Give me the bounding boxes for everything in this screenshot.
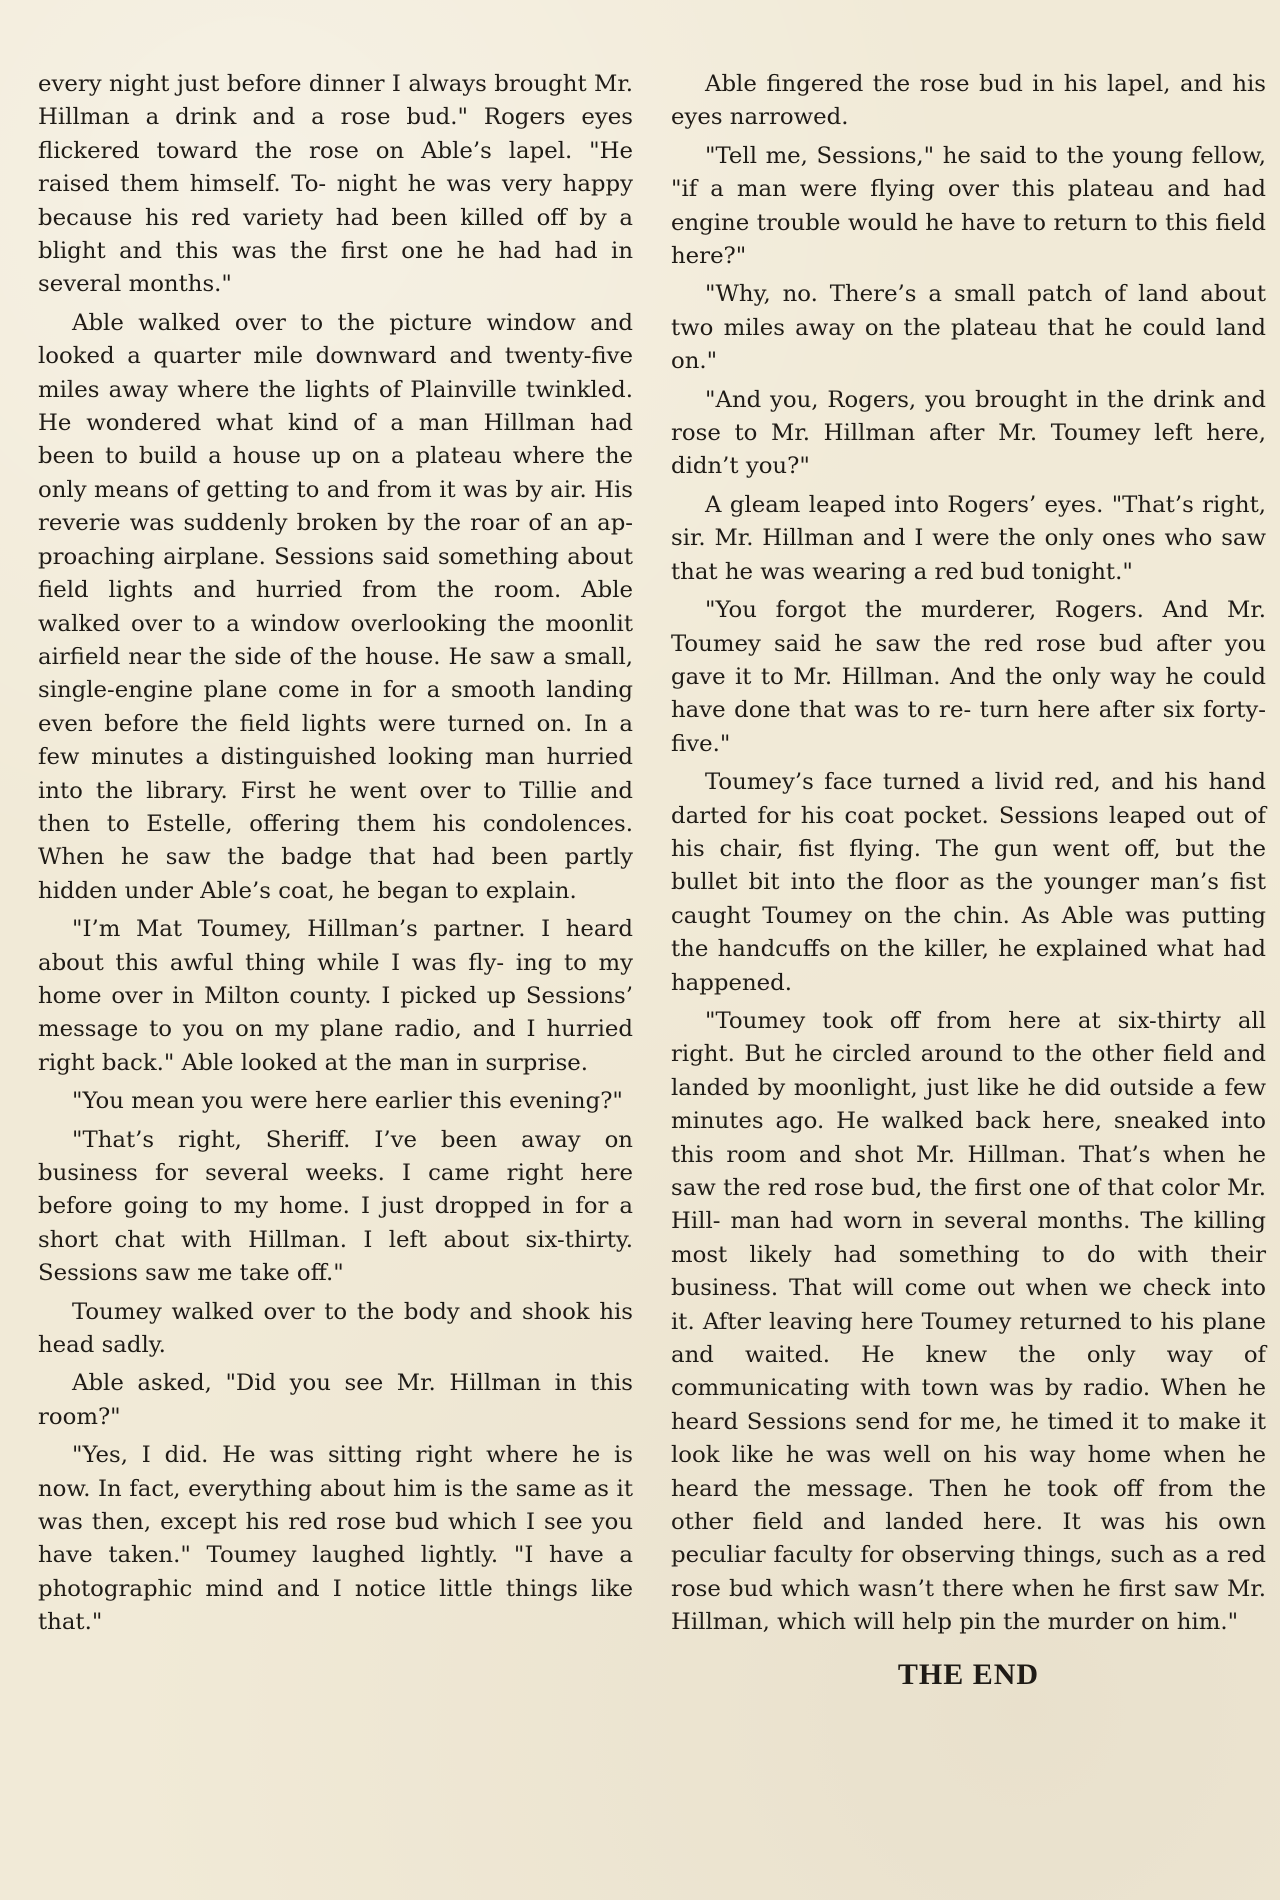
paragraph: "You mean you were here earlier this evening?" xyxy=(72,1088,623,1115)
paragraph: "You forgot the murderer, Rogers. And Mr. Toumey said he saw the red rose bud after you gave it to Mr. Hillman. And the only way he could have done that was to re- turn here after six forty-five." xyxy=(671,597,1266,757)
paragraph: Able walked over to the picture window and looked a quarter mile downward and twenty-five miles away where the lights of Plainville twinkled. He wondered what kind of a man Hillman had been to build a house up on a plateau where the only means of getting to and from it was by air. His reverie was suddenly broken by the roar of an ap- proaching airplane. Sessions said something about field lights and hurried from the room. Able walked over to a window overlooking the moonlit airfield near the side of the house. He saw a small, single-engine plane come in for a smooth landing even before the field lights were turned on. In a few minutes a distinguished looking man hurried into the library. First he went over to Tillie and then to Estelle, offering them his condolences. When he saw the badge that had been partly hidden under Able’s coat, he began to explain. xyxy=(38,309,633,904)
paragraph: every night just before dinner I always brought Mr. Hillman a drink and a rose bud." Rogers eyes flickered toward the rose on Able’s lapel. "He raised them himself. To- night he was very happy because his red variety had been killed off by a blight and this was the first one he had had in several months." xyxy=(38,71,633,298)
paragraph: Able fingered the rose bud in his lapel, and his eyes narrowed. xyxy=(671,71,1266,131)
paragraph: A gleam leaped into Rogers’ eyes. "That’s right, sir. Mr. Hillman and I were the only ones who saw that he was wearing a red bud tonight." xyxy=(671,491,1266,585)
text-columns xyxy=(38,68,1266,1873)
paragraph: Toumey walked over to the body and shook his head sadly. xyxy=(38,1298,633,1359)
paragraph: Able asked, "Did you see Mr. Hillman in this room?" xyxy=(38,1370,633,1430)
paragraph: Toumey’s face turned a livid red, and his hand darted for his coat pocket. Sessions leaped out of his chair, fist flying. The gun went off, but the bullet bit into the floor as the younger man’s fist caught Toumey on the chin. As Able was putting the handcuffs on the killer, he explained what had happened. xyxy=(671,769,1266,996)
paragraph: "Toumey took off from here at six-thirty all right. But he circled around to the other field and landed by moonlight, just like he did outside a few minutes ago. He walked back here, sneaked into this room and shot Mr. Hillman. That’s when he saw the red rose bud, the first one of that color Mr. Hill- man had worn in several months. The killing most likely had something to do with their business. That will come out when we check into it. After leaving here Toumey returned to his plane and waited. He knew the only way of communicating with town was by radio. When he heard Sessions send for me, he timed it to make it look like he was well on his way home when he heard the message. Then he took off from the other field and landed here. It was his own peculiar faculty for observing things, such as a red rose bud which wasn’t there when he first saw Mr. Hillman, which will help pin the murder on him." xyxy=(671,1007,1266,1636)
right-column xyxy=(671,68,1266,1873)
paragraph: "Why, no. There’s a small patch of land about two miles away on the plateau that he could land on." xyxy=(671,281,1266,375)
left-column xyxy=(38,68,633,1873)
paragraph: "And you, Rogers, you brought in the drink and rose to Mr. Hillman after Mr. Toumey left here, didn’t you?" xyxy=(671,386,1266,480)
paragraph: "Tell me, Sessions," he said to the young fellow, "if a man were flying over this plateau and had engine trouble would he have to return to this field here?" xyxy=(671,142,1266,270)
paragraph: "That’s right, Sheriff. I’ve been away on business for several weeks. I came right here before going to my home. I just dropped in for a short chat with Hillman. I left about six-thirty. Sessions saw me take off." xyxy=(38,1126,633,1287)
paragraph: "Yes, I did. He was sitting right where he is now. In fact, everything about him is the same as it was then, except his red rose bud which I see you have taken." Toumey laughed lightly. "I have a photographic mind and I notice little things like that." xyxy=(38,1442,633,1636)
paragraph: "I’m Mat Toumey, Hillman’s partner. I heard about this awful thing while I was fly- ing to my home over in Milton county. I picked up Sessions’ message to you on my plane radio, and I hurried right back." Able looked at the man in surprise. xyxy=(38,916,633,1076)
the-end-label: THE END xyxy=(897,1657,1040,1691)
